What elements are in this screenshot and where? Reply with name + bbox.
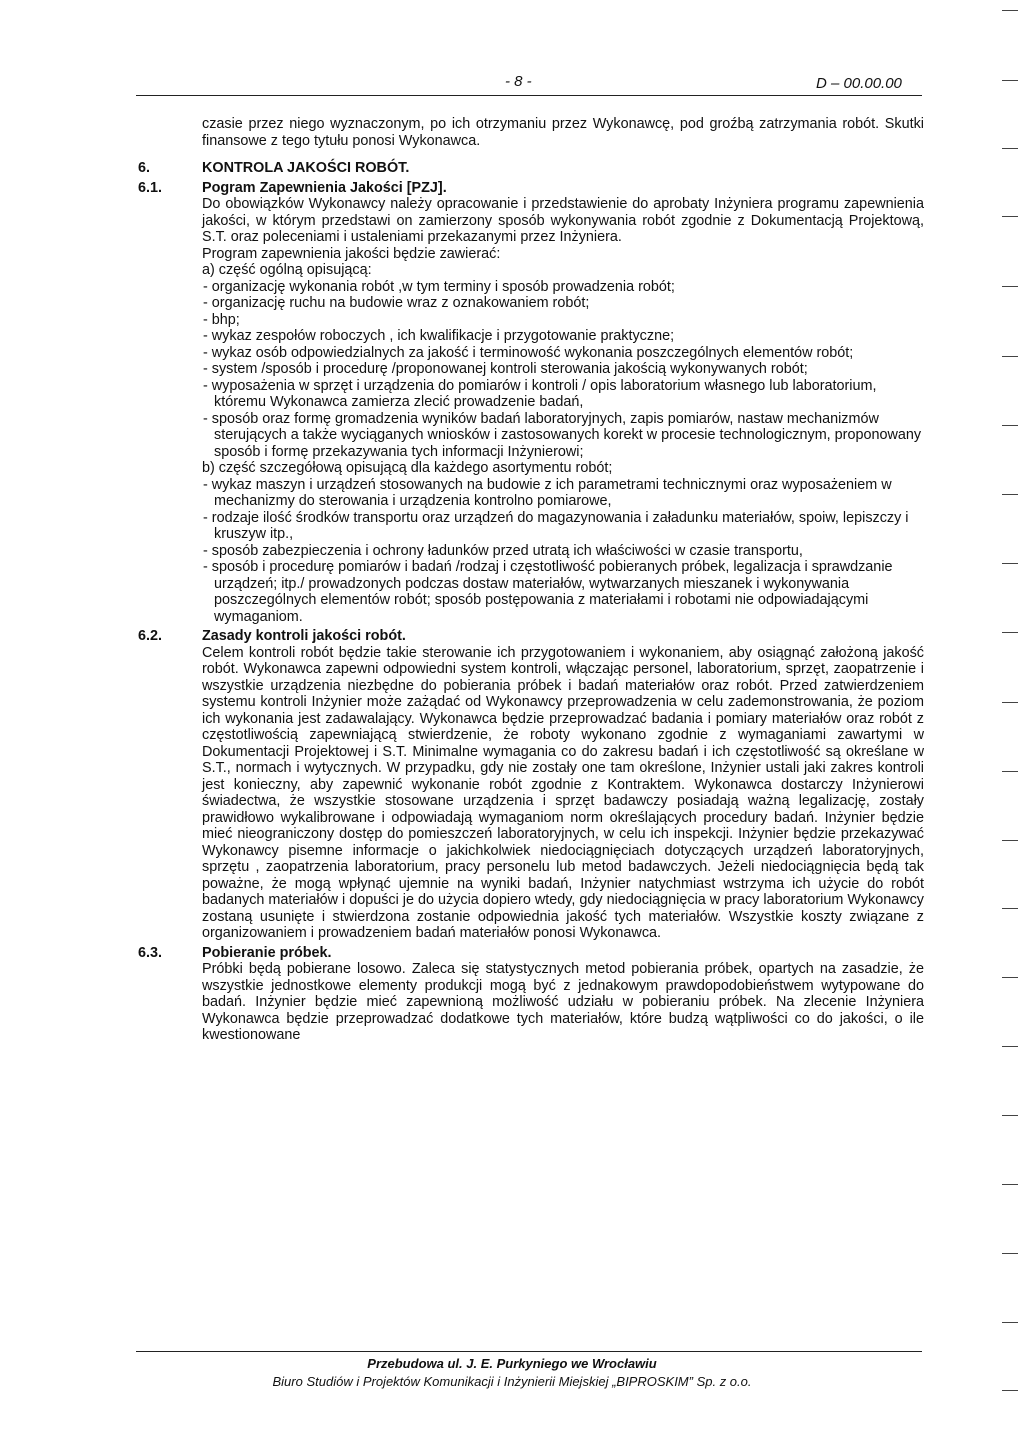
footer-rule xyxy=(136,1351,922,1352)
part-a-list xyxy=(138,279,924,461)
section-6-2-heading xyxy=(138,628,924,645)
list-item: - wykaz osób odpowiedzialnych za jakość i terminowość wykonania poszczególnych elementów robót; xyxy=(203,344,854,361)
scan-mark xyxy=(1002,702,1018,703)
scan-mark xyxy=(1002,1115,1018,1116)
scan-mark xyxy=(1002,356,1018,357)
footer-project-title: Przebudowa ul. J. E. Purkyniego we Wrocławiu xyxy=(367,1356,657,1371)
section-6-2-paragraph: Celem kontroli robót będzie takie sterowanie ich przygotowaniem i wykonaniem, aby osiągnąć założoną jakość robót. Wykonawca zapewni odpowiedni system kontroli, włączając personel, laboratorium, sprzęt, zaopatrzenie i wszystkie urządzenia niezbędne do pobierania próbek i badań materiałów oraz robót. Przed zatwierdzeniem systemu kontroli Inżynier może zażądać od Wykonawcy przeprowadzenia w celu zademonstrowania, że poziom ich wykonania jest zadawalający. Wykonawca będzie przeprowadzać badania i pomiary materiałów oraz robót z częstotliwością zapewniającą stwierdzenie, że roboty wykonano zgodnie z wymaganiami zawartymi w Dokumentacji Projektowej i S.T. Minimalne wymagania co do zakresu badań i ich częstotliwość są określane w S.T., normach i wytycznych. W przypadku, gdy nie zostały one tam określone, Inżynier ustali jaki zakres kontroli jest konieczny, aby zapewnić wykonanie robót zgodnie z Kontraktem. Wykonawca dostarczy Inżynierowi świadectwa, że wszystkie stosowane urządzenia i sprzęt badawczy posiadają ważną legalizację, zostały prawidłowo wykalibrowane i odpowiadają wymaganiom norm określających procedury badań. Inżynier będzie mieć nieograniczony dostęp do pomieszczeń laboratoryjnych, w celu ich inspekcji. Inżynier będzie przekazywać Wykonawcy pisemne informacje o jakichkolwiek niedociągnięciach dotyczących urządzeń laboratoryjnych, sprzętu , zaopatrzenia laboratorium, pracy personelu lub metod badawczych. Jeżeli niedociągnięcia będą tak poważne, że mogą wpłynąć ujemnie na wyniki badań, Inżynier natychmiast wstrzyma ich użycie do robót badanych materiałów i dopuści je do użycia dopiero wtedy, gdy niedociągnięcia w pracy laboratorium Wykonawcy zostaną usunięte i stwierdzona zostanie odpowiednia jakość tych materiałów. Wszystkie koszty związane z organizowaniem i prowadzeniem badań materiałów ponosi Wykonawca. xyxy=(202,644,924,941)
section-number: 6.3. xyxy=(138,944,163,961)
section-title: KONTROLA JAKOŚCI ROBÓT. xyxy=(202,160,410,176)
section-6-1-heading xyxy=(138,180,924,197)
list-item: - rodzaje ilość środków transportu oraz urządzeń do magazynowania i załadunku materiałów, spoiw, lepiszczy i kruszyw itp., xyxy=(203,509,909,542)
scan-mark xyxy=(1002,1253,1018,1254)
scan-mark xyxy=(1002,840,1018,841)
scan-mark xyxy=(1002,10,1018,11)
section-6-3-heading xyxy=(138,945,924,962)
list-item: - organizację ruchu na budowie wraz z oznakowaniem robót; xyxy=(203,295,590,311)
section-title: Zasady kontroli jakości robót. xyxy=(202,628,406,644)
section-6-heading xyxy=(138,160,924,177)
part-b-list xyxy=(138,477,924,626)
page-number: - 8 - xyxy=(505,73,532,90)
header-rule xyxy=(136,95,922,96)
scan-mark xyxy=(1002,286,1018,287)
scan-mark xyxy=(1002,771,1018,772)
list-item: - sposób oraz formę gromadzenia wyników badań laboratoryjnych, zapis pomiarów, nastaw mechanizmów sterujących a także wyciąganych wniosków i zastosowanych korekt w procesie technologicznym, proponowany sposób i formę przekazywania tych informacji Inżynierowi; xyxy=(203,410,922,460)
list-item: - wyposażenia w sprzęt i urządzenia do pomiarów i kontroli / opis laboratorium własnego lub laboratorium, któremu Wykonawca zamierza zlecić prowadzenie badań, xyxy=(203,377,877,410)
section-6-1-paragraph: Program zapewnienia jakości będzie zawierać: xyxy=(202,245,501,262)
list-item: - system /sposób i procedurę /proponowanej kontroli sterowania jakością wykonywanych robót; xyxy=(203,361,808,377)
scan-mark xyxy=(1002,425,1018,426)
section-6-1-paragraph: Do obowiązków Wykonawcy należy opracowanie i przedstawienie do aprobaty Inżyniera programu zapewnienia jakości, w którym przedstawi on zamierzony sposób wykonywania robót zgodnie z Dokumentacją Projektową, S.T. oraz poleceniami i ustaleniami przekazanymi przez Inżyniera. xyxy=(202,196,924,245)
scan-mark xyxy=(1002,1390,1018,1391)
part-a-label: a) część ogólną opisującą: xyxy=(202,262,372,278)
list-item: - organizację wykonania robót ,w tym terminy i sposób prowadzenia robót; xyxy=(203,278,675,295)
section-number: 6. xyxy=(138,160,151,176)
section-number: 6.2. xyxy=(138,628,163,644)
scan-mark xyxy=(1002,1322,1018,1323)
part-b-label: b) część szczegółową opisującą dla każdego asortymentu robót; xyxy=(202,460,613,476)
section-title: Pobieranie próbek. xyxy=(202,944,332,961)
section-number: 6.1. xyxy=(138,179,163,196)
scan-mark xyxy=(1002,632,1018,633)
scan-mark xyxy=(1002,1184,1018,1185)
document-code: D – 00.00.00 xyxy=(816,75,902,92)
scan-margin-marks xyxy=(984,0,1024,1430)
section-6-3-paragraph: Próbki będą pobierane losowo. Zaleca się statystycznych metod pobierania próbek, opartych na zasadzie, że wszystkie jednostkowe elementy produkcji mogą być z jednakowym prawdopodobieństwem wytypowane do badań. Inżynier będzie mieć zapewnioną możliwość udziału w pobieraniu próbek. Na zlecenie Inżyniera Wykonawca będzie przeprowadzać dodatkowe tych materiałów, które budzą wątpliwości co do jakości, o ile kwestionowane xyxy=(202,961,924,1043)
list-item: - wykaz zespołów roboczych , ich kwalifikacje i przygotowanie praktyczne; xyxy=(203,328,675,344)
page-content xyxy=(138,116,924,1044)
list-item: - bhp; xyxy=(203,311,240,328)
scan-mark xyxy=(1002,216,1018,217)
scan-mark xyxy=(1002,494,1018,495)
list-item: - wykaz maszyn i urządzeń stosowanych na budowie z ich parametrami technicznymi oraz wyposażeniem w mechanizmy do sterowania i urządzenia kontrolno pomiarowe, xyxy=(203,476,892,509)
footer-company: Biuro Studiów i Projektów Komunikacji i Inżynierii Miejskiej „BIPROSKIM” Sp. z o.o. xyxy=(272,1374,752,1389)
list-item: - sposób i procedurę pomiarów i badań /rodzaj i częstotliwość pobieranych próbek, legalizacja i sprawdzanie urządzeń; itp./ prowadzonych podczas dostaw materiałów, wytwarzanych mieszanek i wykonywania poszczególnych elementów robót; sposób postępowania z materiałami i robotami nie odpowiadającymi wymaganiom. xyxy=(203,559,893,625)
scan-mark xyxy=(1002,80,1018,81)
scan-mark xyxy=(1002,1046,1018,1047)
scan-mark xyxy=(1002,148,1018,149)
scan-mark xyxy=(1002,977,1018,978)
list-item: - sposób zabezpieczenia i ochrony ładunków przed utratą ich właściwości w czasie transportu, xyxy=(203,542,803,559)
section-title: Pogram Zapewnienia Jakości [PZJ]. xyxy=(202,179,447,196)
scan-mark xyxy=(1002,563,1018,564)
scan-mark xyxy=(1002,908,1018,909)
intro-paragraph: czasie przez niego wyznaczonym, po ich otrzymaniu przez Wykonawcę, pod groźbą zatrzymania robót. Skutki finansowe z tego tytułu ponosi Wykonawca. xyxy=(202,116,924,149)
